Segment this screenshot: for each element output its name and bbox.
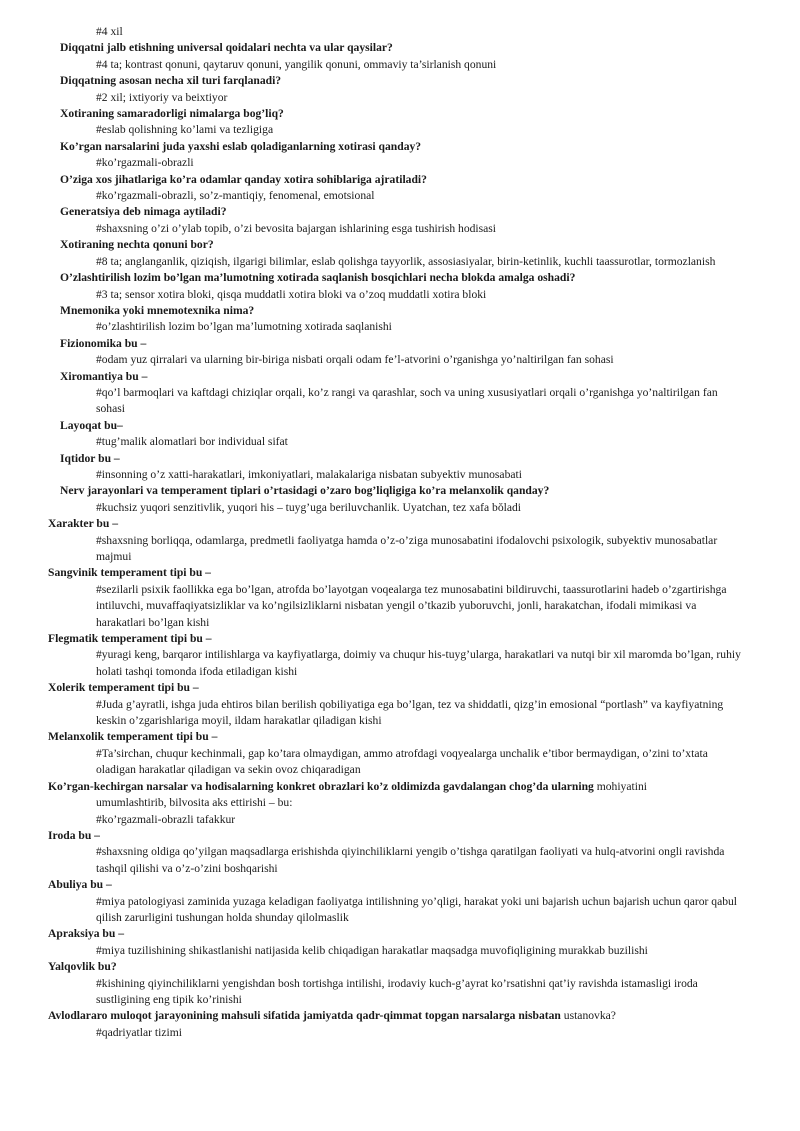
question-text: [0, 106, 800, 122]
question-bold-text: Xolerik temperament tipi bu –: [48, 681, 199, 695]
question-text: [0, 40, 800, 56]
answer-text: #3 ta; sensor xotira bloki, qisqa muddatli xotira bloki va o’zoq muddatli xotira bloki: [96, 287, 487, 301]
question-text: [0, 303, 800, 319]
question-bold-text: Melanxolik temperament tipi bu –: [48, 730, 218, 744]
question-bold-text: O’ziga xos jihatlariga ko’ra odamlar qanday xotira sohiblariga ajratiladi?: [60, 172, 427, 186]
question-text: [0, 73, 800, 89]
question-text: [0, 926, 800, 942]
question-bold-text: Diqqatning asosan necha xil turi farqlanadi?: [60, 74, 282, 88]
question-bold-text: Xotiraning nechta qonuni bor?: [60, 238, 214, 252]
question-text: [0, 204, 800, 220]
question-text: [0, 828, 800, 844]
question-text: [0, 959, 800, 975]
answer-text: #8 ta; anglanganlik, qiziqish, ilgarigi bilimlar, eslab qolishga tayyorlik, assosiasiyalar, birin-ketinlik, kuchli taassurotlar, tormozlanish: [96, 254, 716, 268]
question-text: [0, 270, 800, 286]
question-text: [0, 729, 800, 745]
question-text: [0, 336, 800, 352]
question-text: [0, 516, 800, 532]
answer-text: #tug’malik alomatlari bor individual sifat: [96, 435, 288, 449]
question-bold-text: Iqtidor bu –: [60, 451, 120, 465]
question-bold-text: Apraksiya bu –: [48, 927, 125, 941]
question-bold-text: Layoqat bu–: [60, 418, 123, 432]
question-bold-text: Ko’rgan narsalarini juda yaxshi eslab qoladiganlarning xotirasi qanday?: [60, 139, 422, 153]
answer-text: #miya patologiyasi zaminida yuzaga keladigan faoliyatga intilishning yo’qligi, harakat yoki uni bajarish uchun bajarish uchun qaror qabul qilish zarurligini tushungan holda shunday qilolmaslik: [96, 894, 738, 924]
question-bold-text: Generatsiya deb nimaga aytiladi?: [60, 205, 227, 219]
answer-text: #sezilarli psixik faollikka ega bo’lgan, atrofda bo’layotgan voqealarga tez munosabatini bildiruvchi, taassurotlarini hadeb o’zgartirishga intiluvchi, muvaffaqiyatsizliklar va ko’ngilsizliklarni nisbatan yengil o’tkazib yuboruvchi, jonli, harakatchan, ifodali mimikasi va harakatlari bo’lgan kishi: [96, 582, 727, 629]
question-bold-text: Iroda bu –: [48, 828, 100, 842]
answer-text: #4 xil: [96, 25, 123, 38]
answer-text: #kuchsiz yuqori senzitivlik, yuqori his – tuyg’uga beriluvchanlik. Uyatchan, tez xafa bŏladi: [96, 500, 521, 514]
question-bold-text: Ko’rgan-kechirgan narsalar va hodisalarning konkret obrazlari ko’z oldimizda gavdalangan chog’da ularning: [48, 779, 594, 793]
answer-text: #insonning o’z xatti-harakatlari, imkoniyatlari, malakalariga nisbatan subyektiv munosabati: [96, 467, 522, 481]
question-text: [0, 680, 800, 696]
qa-list: [0, 24, 800, 1041]
question-text: [0, 369, 800, 385]
question-bold-text: Xiromantiya bu –: [60, 369, 148, 383]
question-bold-text: Fizionomika bu –: [60, 336, 147, 350]
answer-text: #yuragi keng, barqaror intilishlarga va kayfiyatlarga, doimiy va chuqur his-tuyg’ularga, harakatlari va nutqi bir xil maromda bo’lgan, ruhiy holati tashqi tomonda ifoda etiladigan kishi: [96, 648, 741, 678]
answer-text: #ko’rgazmali-obrazli tafakkur: [96, 812, 236, 826]
question-text: [0, 483, 800, 499]
question-bold-text: Flegmatik temperament tipi bu –: [48, 632, 212, 646]
question-bold-text: O’zlashtirilish lozim bo’lgan ma’lumotning xotirada saqlanish bosqichlari necha blokda amalga oshadi?: [60, 271, 576, 285]
answer-text: #o’zlashtirilish lozim bo’lgan ma’lumotning xotirada saqlanishi: [96, 320, 392, 334]
answer-text: #eslab qolishning ko’lami va tezligiga: [96, 123, 274, 137]
question-text: [0, 877, 800, 893]
question-bold-text: Mnemonika yoki mnemotexnika nima?: [60, 303, 255, 317]
answer-text: #kishining qiyinchiliklarni yengishdan bosh tortishga intilishi, irodaviy kuch-g’ayrat ko’rsatishni qat’iy ravishda istamasligi iroda sustligining eng tipik ko’rinishi: [96, 976, 698, 1006]
question-continuation: umumlashtirib, bilvosita aks ettirishi – bu:: [96, 796, 293, 810]
answer-text: #qadriyatlar tizimi: [96, 1025, 182, 1039]
answer-text: #odam yuz qirralari va ularning bir-biriga nisbati orqali odam fe’l-atvorini o’rganishga yo’naltirilgan fan sohasi: [96, 353, 614, 367]
answer-text: #qo’l barmoqlari va kaftdagi chiziqlar orqali, ko’z rangi va qarashlar, soch va uning xususiyatlari orqali o’rganishga yo’naltirilgan fan sohasi: [96, 385, 718, 416]
question-bold-text: Xarakter bu –: [48, 517, 118, 531]
question-text: [0, 418, 800, 434]
answer-text: #shaxsning borliqqa, odamlarga, predmetli faoliyatga hamda o’z-o’ziga munosabatini ifodalovchi psixologik, subyektiv munosabatlar majmui: [96, 533, 718, 563]
question-tail-text: ustanovka?: [560, 1009, 616, 1023]
answer-text: #Juda g’ayratli, ishga juda ehtiros bilan berilish qobiliyatiga ega bo’lgan, tez va shiddatli, qizg’in emosional “portlash” va kayfiyatning keskin o’zgarishlariga moyil, ildam harakatlar qiladigan kishi: [96, 697, 724, 728]
answer-text: #2 xil; ixtiyoriy va beixtiyor: [96, 90, 228, 104]
question-text: [0, 565, 800, 581]
question-text: [0, 631, 800, 647]
question-bold-text: Sangvinik temperament tipi bu –: [48, 566, 211, 580]
question-text: [0, 139, 800, 155]
question-text: [0, 779, 800, 795]
question-text: [0, 451, 800, 467]
question-bold-text: Abuliya bu –: [48, 878, 112, 892]
answer-text: #shaxsning o’zi o’ylab topib, o’zi bevosita bajargan ishlarining esga tushirish hodisasi: [96, 221, 497, 235]
answer-text: #ko’rgazmali-obrazli, so’z-mantiqiy, fenomenal, emotsional: [96, 189, 375, 203]
question-bold-text: Xotiraning samaradorligi nimalarga bog’liq?: [60, 107, 284, 121]
answer-text: #miya tuzilishining shikastlanishi natijasida kelib chiqadigan harakatlar maqsadga muvofiqligining murakkab buzilishi: [96, 943, 648, 957]
question-bold-text: Diqqatni jalb etishning universal qoidalari nechta va ular qaysilar?: [60, 41, 393, 55]
question-tail-text: mohiyatini: [593, 779, 647, 793]
answer-text: #4 ta; kontrast qonuni, qaytaruv qonuni, yangilik qonuni, ommaviy ta’sirlanish qonuni: [96, 57, 497, 71]
question-text: [0, 237, 800, 253]
question-bold-text: Avlodlararo muloqot jarayonining mahsuli sifatida jamiyatda qadr-qimmat topgan narsalarga nisbatan: [48, 1009, 561, 1023]
question-text: [0, 172, 800, 188]
answer-text: #Ta’sirchan, chuqur kechinmali, gap ko’tara olmaydigan, ammo atrofdagi voqyealarga unchalik e’tibor bermaydigan, o’zini to’xtata oladigan harakatlar qiladigan va sekin ovoz chiqaradigan: [96, 746, 708, 777]
question-bold-text: Nerv jarayonlari va temperament tiplari o’rtasidagi o’zaro bog’liqligiga ko’ra melanxolik qanday?: [60, 484, 550, 498]
question-text: [0, 1008, 800, 1024]
question-bold-text: Yalqovlik bu?: [48, 960, 117, 974]
answer-text: #ko’rgazmali-obrazli: [96, 156, 194, 170]
answer-text: #shaxsning oldiga qo’yilgan maqsadlarga erishishda qiyinchiliklarni yengib o’tishga qaratilgan faoliyati va hulq-atvorini ongli ravishda tashqil qilishi va o’z-o’zini boshqarishi: [96, 845, 725, 875]
